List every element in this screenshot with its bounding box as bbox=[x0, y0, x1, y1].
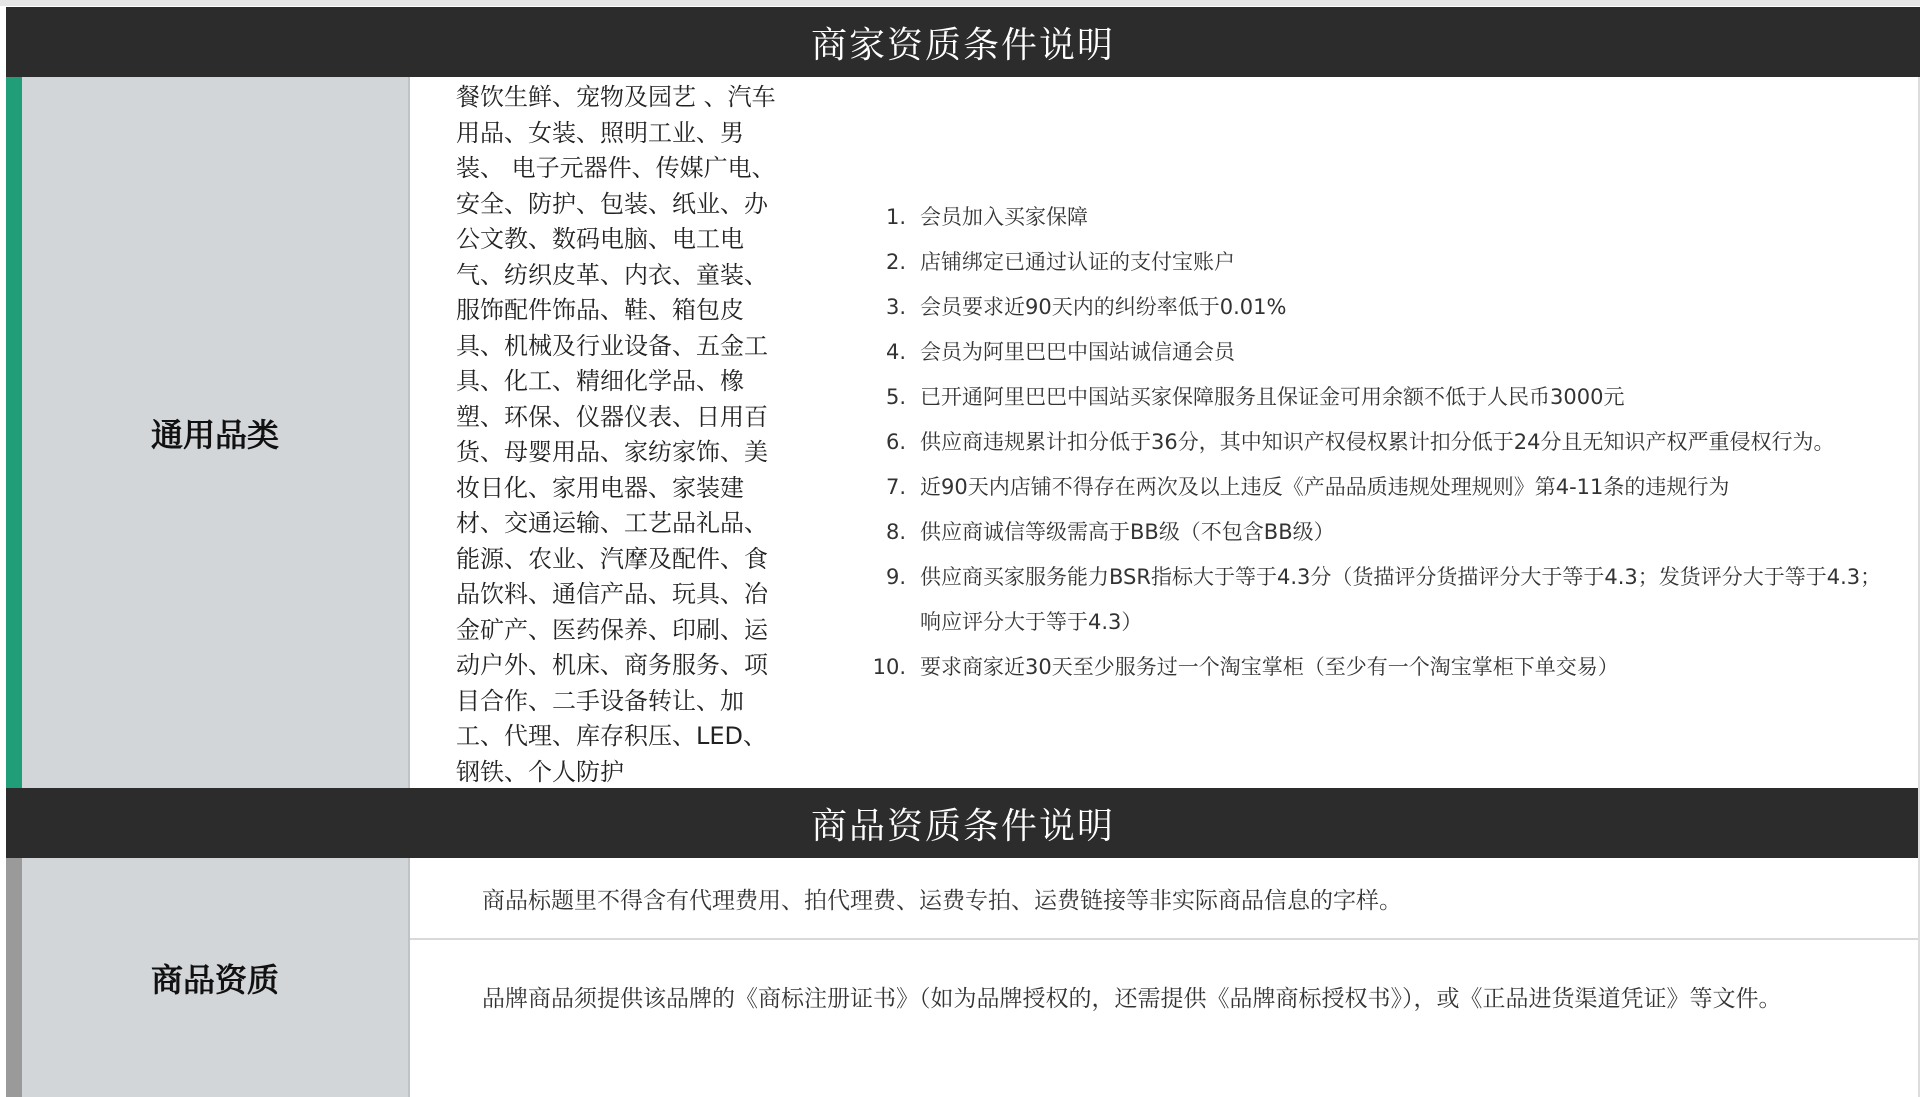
requirement-text: 会员为阿里巴巴中国站诚信通会员 bbox=[920, 340, 1235, 364]
general-category-label: 通用品类 bbox=[22, 77, 410, 788]
requirement-text: 供应商违规累计扣分低于36分，其中知识产权侵权累计扣分低于24分且无知识产权严重侵权行为。 bbox=[920, 430, 1835, 454]
requirement-text: 已开通阿里巴巴中国站买家保障服务且保证金可用余额不低于人民币3000元 bbox=[920, 385, 1625, 409]
requirement-number: 4. bbox=[885, 340, 906, 364]
requirement-text: 会员加入买家保障 bbox=[920, 205, 1088, 229]
goods-rule-brand-text: 品牌商品须提供该品牌的《商标注册证书》（如为品牌授权的，还需提供《品牌商标授权书》），或《正品进货渠道凭证》等文件。 bbox=[482, 986, 1782, 1012]
requirement-number: 10. bbox=[872, 655, 906, 679]
requirement-number: 8. bbox=[885, 520, 906, 544]
requirement-number: 5. bbox=[885, 385, 906, 409]
requirements-list bbox=[860, 195, 1890, 690]
requirement-text: 要求商家近30天至少服务过一个淘宝掌柜（至少有一个淘宝掌柜下单交易） bbox=[920, 655, 1619, 679]
requirement-item bbox=[860, 645, 1890, 690]
requirement-text: 供应商诚信等级需高于BB级（不包含BB级） bbox=[920, 520, 1335, 544]
top-rule bbox=[0, 0, 1920, 6]
requirement-item bbox=[860, 240, 1890, 285]
requirement-number: 1. bbox=[885, 205, 906, 229]
requirement-number: 6. bbox=[885, 430, 906, 454]
requirement-item bbox=[860, 195, 1890, 240]
requirement-item bbox=[860, 465, 1890, 510]
requirement-item bbox=[860, 375, 1890, 420]
requirement-number: 7. bbox=[885, 475, 906, 499]
goods-rule-row bbox=[410, 858, 1920, 940]
requirement-text: 会员要求近90天内的纠纷率低于0.01% bbox=[920, 295, 1287, 319]
requirement-item bbox=[860, 420, 1890, 465]
requirement-text: 近90天内店铺不得存在两次及以上违反《产品品质违规处理规则》第4-11条的违规行为 bbox=[920, 475, 1730, 499]
requirement-number: 9. bbox=[885, 565, 906, 589]
requirement-text: 店铺绑定已通过认证的支付宝账户 bbox=[920, 250, 1235, 274]
requirement-number: 3. bbox=[885, 295, 906, 319]
requirement-item bbox=[860, 555, 1890, 645]
requirement-item bbox=[860, 330, 1890, 375]
merchant-accent-bar bbox=[6, 77, 22, 788]
goods-rule-title-text: 商品标题里不得含有代理费用、拍代理费、运费专拍、运费链接等非实际商品信息的字样。 bbox=[482, 887, 1402, 914]
goods-accent-bar bbox=[6, 858, 22, 1097]
goods-qualification-label: 商品资质 bbox=[22, 858, 410, 1097]
goods-section-title: 商品资质条件说明 bbox=[6, 788, 1920, 858]
goods-rule-row bbox=[410, 940, 1920, 1097]
merchant-section-title: 商家资质条件说明 bbox=[6, 7, 1920, 77]
requirement-item bbox=[860, 510, 1890, 555]
requirement-text: 供应商买家服务能力BSR指标大于等于4.3分（货描评分货描评分大于等于4.3；发货评分大于等于4.3；响应评分大于等于4.3） bbox=[920, 565, 1882, 634]
requirement-item bbox=[860, 285, 1890, 330]
category-list-text: 餐饮生鲜、宠物及园艺 、汽车用品、女装、照明工业、男装、 电子元器件、传媒广电、安全、防护、包装、纸业、办公文教、数码电脑、电工电气、纺织皮革、内衣、童装、服饰配件饰品、鞋、箱包皮具、机械及行业设备、五金工具、化工、精细化学品、橡塑、环保、仪器仪表、日用百货、母婴用品、家纺家饰、美妆日化、家用电器、家装建材、交通运输、工艺品礼品、能源、农业、汽摩及配件、食品饮料、通信产品、玩具、冶金矿产、医药保养、印刷、运动户外、机床、商务服务、项目合作、二手设备转让、加工、代理、库存积压、LED、钢铁、个人防护 bbox=[456, 83, 776, 786]
requirement-number: 2. bbox=[885, 250, 906, 274]
